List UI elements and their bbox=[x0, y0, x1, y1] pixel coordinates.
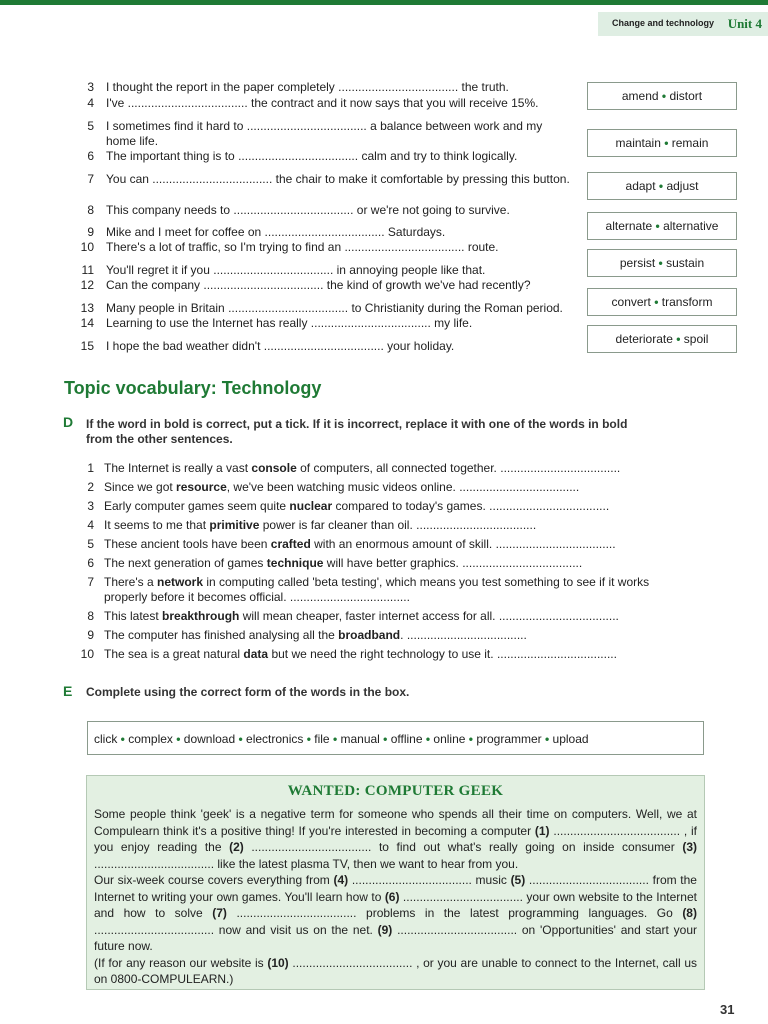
word-option: amend bbox=[621, 89, 659, 103]
sentence-text bbox=[106, 301, 586, 316]
exercise-d-instruction: If the word in bold is correct, put a tick. If it is incorrect, replace it with one of the words in bold from the other sentences. bbox=[86, 417, 628, 446]
sentence-end: the truth. bbox=[458, 80, 509, 94]
word-pair-box bbox=[587, 172, 737, 200]
exercise-e-letter: E bbox=[63, 683, 73, 699]
bold-word: network bbox=[156, 575, 203, 589]
sentence-end: to Christianity during the Roman period. bbox=[348, 301, 563, 315]
item-number: 6 bbox=[87, 149, 94, 163]
bullet-dot: • bbox=[541, 732, 553, 746]
item-number: 9 bbox=[87, 628, 94, 642]
bold-word: broadband bbox=[338, 628, 401, 642]
sentence-text bbox=[106, 80, 586, 95]
sentence-end: in annoying people like that. bbox=[333, 263, 486, 277]
sentence-text bbox=[106, 278, 586, 293]
word-option: spoil bbox=[683, 332, 709, 346]
word-option: remain bbox=[671, 136, 709, 150]
sentence-start: The sea is a great natural bbox=[104, 647, 244, 661]
sentence-text bbox=[104, 480, 684, 495]
box-word: offline bbox=[390, 732, 423, 746]
bold-word: resource bbox=[176, 480, 227, 494]
answer-blank: .................................... bbox=[246, 119, 367, 133]
item-number: 5 bbox=[87, 119, 94, 133]
ad-text: .................................... to find out what's really going on inside consumer bbox=[243, 840, 683, 854]
sentence-start: The next generation of games bbox=[104, 556, 267, 570]
box-word: complex bbox=[128, 732, 173, 746]
bold-word: breakthrough bbox=[162, 609, 240, 623]
answer-blank: .................................... bbox=[310, 316, 431, 330]
item-number: 3 bbox=[87, 80, 94, 94]
sentence-text bbox=[106, 172, 586, 187]
answer-blank: .................................... bbox=[263, 339, 384, 353]
sentence-end: your holiday. bbox=[383, 339, 455, 353]
sentence-text bbox=[104, 537, 684, 552]
item-number: 7 bbox=[87, 575, 94, 589]
answer-blank: .................................... bbox=[213, 263, 334, 277]
bullet-dot: • bbox=[235, 732, 247, 746]
gap-number: (8) bbox=[682, 906, 697, 920]
ad-text: .................................... now and visit us on the net. bbox=[94, 922, 378, 937]
sentence-start: I thought the report in the paper completely bbox=[106, 80, 339, 94]
answer-blank: .................................... bbox=[498, 609, 619, 623]
item-number: 9 bbox=[87, 225, 94, 239]
sentence-end: with an enormous amount of skill. bbox=[310, 537, 493, 551]
bullet-dot: • bbox=[379, 732, 391, 746]
box-word: electronics bbox=[246, 732, 304, 746]
word-option: transform bbox=[661, 295, 713, 309]
item-number: 6 bbox=[87, 556, 94, 570]
bullet-dot: • bbox=[422, 732, 434, 746]
sentence-start: Learning to use the Internet has really bbox=[106, 316, 311, 330]
bold-word: crafted bbox=[270, 537, 311, 551]
bullet-dot: • bbox=[655, 179, 667, 193]
sentence-end: but we need the right technology to use it. bbox=[268, 647, 494, 661]
item-number: 11 bbox=[81, 263, 94, 277]
sentence-end: . bbox=[400, 628, 404, 642]
ad-text: .................................... your own website to the Internet and how to solve bbox=[94, 889, 697, 920]
answer-blank: .................................... bbox=[238, 149, 359, 163]
bullet-dot: • bbox=[117, 732, 129, 746]
sentence-start: These ancient tools have been bbox=[104, 537, 271, 551]
sentence-text bbox=[104, 575, 684, 604]
sentence-start: The computer has finished analysing all the bbox=[104, 628, 339, 642]
answer-blank: .................................... bbox=[289, 589, 410, 604]
bullet-dot: • bbox=[172, 732, 184, 746]
sentence-text bbox=[104, 556, 684, 571]
sentence-start: You can bbox=[106, 172, 153, 186]
wanted-ad-box bbox=[86, 775, 705, 990]
word-pair-box bbox=[587, 325, 737, 353]
word-option: sustain bbox=[666, 256, 705, 270]
bullet-dot: • bbox=[655, 256, 667, 270]
running-header bbox=[598, 12, 768, 36]
answer-blank: .................................... bbox=[416, 518, 537, 532]
header-unit-label: Unit 4 bbox=[727, 16, 762, 31]
bullet-dot: • bbox=[650, 295, 662, 309]
box-word: download bbox=[183, 732, 236, 746]
wanted-title: WANTED: COMPUTER GEEK bbox=[287, 783, 504, 799]
sentence-text bbox=[106, 149, 586, 164]
word-pair-box bbox=[587, 82, 737, 110]
item-number: 13 bbox=[80, 301, 94, 315]
ad-text: .................................... on 'Opportunities' and start your future now. bbox=[94, 922, 697, 953]
wanted-ad-text bbox=[94, 806, 697, 988]
word-option: distort bbox=[669, 89, 703, 103]
bullet-dot: • bbox=[303, 732, 315, 746]
sentence-end: power is far cleaner than oil. bbox=[259, 518, 413, 532]
sentence-end: of computers, all connected together. bbox=[296, 461, 497, 475]
sentence-text bbox=[106, 316, 586, 331]
bold-word: primitive bbox=[209, 518, 260, 532]
item-number: 15 bbox=[80, 339, 94, 353]
item-number: 8 bbox=[87, 609, 94, 623]
bold-word: technique bbox=[266, 556, 324, 570]
sentence-end: the contract and it now says that you will receive 15%. bbox=[247, 96, 539, 110]
sentence-text bbox=[104, 628, 684, 643]
bullet-dot: • bbox=[660, 136, 672, 150]
gap-number: (5) bbox=[510, 873, 526, 887]
ad-text: .................................... music bbox=[348, 873, 511, 887]
answer-blank: .................................... bbox=[338, 80, 459, 94]
sentence-start: Since we got bbox=[104, 480, 177, 494]
word-pair-box bbox=[587, 288, 737, 316]
sentence-start: Many people in Britain bbox=[106, 301, 229, 315]
gap-number: (2) bbox=[229, 840, 244, 854]
answer-blank: .................................... bbox=[228, 301, 349, 315]
item-number: 10 bbox=[80, 240, 94, 254]
ad-text: .................................... like the latest plasma TV, then we want to hear from you. bbox=[94, 856, 519, 871]
sentence-start: It seems to me that bbox=[104, 518, 210, 532]
answer-blank: .................................... bbox=[489, 499, 610, 513]
item-number: 1 bbox=[87, 461, 94, 475]
sentence-start: The important thing is to bbox=[106, 149, 239, 163]
gap-number: (10) bbox=[267, 955, 289, 970]
sentence-text bbox=[104, 518, 684, 533]
sentence-text bbox=[104, 609, 684, 624]
sentence-start: I've bbox=[106, 96, 128, 110]
sentence-end: or we're not going to survive. bbox=[353, 203, 510, 217]
sentence-text bbox=[106, 263, 586, 278]
sentence-text bbox=[106, 225, 586, 240]
answer-blank: .................................... bbox=[406, 628, 527, 642]
box-word: upload bbox=[552, 732, 589, 746]
item-number: 4 bbox=[87, 96, 94, 110]
sentence-start: There's a bbox=[104, 575, 157, 589]
item-number: 7 bbox=[87, 172, 94, 186]
answer-blank: .................................... bbox=[264, 225, 385, 239]
sentence-end: will have better graphics. bbox=[323, 556, 459, 570]
sentence-text bbox=[104, 647, 684, 662]
ad-text: Our six-week course covers everything from bbox=[94, 873, 334, 887]
gap-number: (6) bbox=[384, 889, 400, 904]
gap-number: (7) bbox=[212, 906, 227, 920]
gap-number: (1) bbox=[534, 823, 550, 838]
word-option: alternative bbox=[663, 219, 719, 233]
sentence-end: , we've been watching music videos online. bbox=[226, 480, 456, 494]
sentence-end: Saturdays. bbox=[384, 225, 446, 239]
ad-text: .................................... problems in the latest programming languages. Go bbox=[226, 906, 683, 920]
item-number: 10 bbox=[80, 647, 94, 661]
word-pair-box bbox=[587, 129, 737, 157]
sentence-end: compared to today's games. bbox=[332, 499, 486, 513]
item-number: 8 bbox=[87, 203, 94, 217]
sentence-start: I sometimes find it hard to bbox=[106, 119, 247, 133]
sentence-start: Can the company bbox=[106, 278, 204, 292]
gap-number: (9) bbox=[377, 922, 393, 937]
answer-blank: .................................... bbox=[152, 172, 273, 186]
sentence-text bbox=[106, 203, 586, 218]
sentence-text bbox=[106, 119, 566, 148]
answer-blank: .................................... bbox=[203, 278, 324, 292]
bullet-dot: • bbox=[652, 219, 664, 233]
item-number: 3 bbox=[87, 499, 94, 513]
word-pair-box bbox=[587, 249, 737, 277]
ad-text: .................................... , or you are unable to connect to the Internet, call us on 0800-COMPULEARN.) bbox=[94, 955, 697, 986]
bold-word: nuclear bbox=[289, 499, 333, 513]
topic-title: Topic vocabulary: Technology bbox=[64, 378, 322, 398]
sentence-start: The Internet is really a vast bbox=[104, 461, 252, 475]
bullet-dot: • bbox=[329, 732, 341, 746]
ad-text: .................................... from the Internet to writing your own games. You'll learn how to bbox=[94, 873, 697, 904]
sentence-start: This latest bbox=[104, 609, 163, 623]
answer-blank: .................................... bbox=[462, 556, 583, 570]
answer-blank: .................................... bbox=[233, 203, 354, 217]
word-option: alternate bbox=[605, 219, 653, 233]
word-option: maintain bbox=[615, 136, 661, 150]
sentence-text bbox=[106, 240, 586, 255]
word-option: adapt bbox=[625, 179, 656, 193]
sentence-text bbox=[106, 339, 586, 354]
sentence-start: You'll regret it if you bbox=[106, 263, 214, 277]
ad-text: Some people think 'geek' is a negative term for someone who spends all their time on computers. Well, we at Compulearn think it's a positive thing! If you're interested in becoming a computer bbox=[94, 807, 697, 838]
bold-word: console bbox=[251, 461, 297, 475]
sentence-end: the chair to make it comfortable by pressing this button. bbox=[272, 172, 570, 186]
exercise-d-letter: D bbox=[63, 414, 74, 430]
sentence-end: my life. bbox=[430, 316, 473, 330]
answer-blank: .................................... bbox=[496, 647, 617, 661]
box-word: manual bbox=[340, 732, 380, 746]
answer-blank: .................................... bbox=[344, 240, 465, 254]
answer-blank: .................................... bbox=[459, 480, 580, 494]
sentence-end: in computing called 'beta testing', which means you test something to see if it works properly before it becomes official. bbox=[104, 575, 650, 604]
box-word: file bbox=[314, 732, 330, 746]
answer-blank: .................................... bbox=[495, 537, 616, 551]
item-number: 2 bbox=[87, 480, 94, 494]
sentence-end: calm and try to think logically. bbox=[358, 149, 518, 163]
box-word: click bbox=[94, 732, 118, 746]
sentence-text bbox=[106, 96, 586, 111]
answer-blank: .................................... bbox=[500, 461, 621, 475]
bullet-dot: • bbox=[658, 89, 670, 103]
item-number: 14 bbox=[80, 316, 94, 330]
item-number: 12 bbox=[80, 278, 94, 292]
sentence-start: Early computer games seem quite bbox=[104, 499, 290, 513]
box-word: programmer bbox=[476, 732, 542, 746]
ad-text: (If for any reason our website is bbox=[94, 955, 268, 970]
answer-blank: .................................... bbox=[127, 96, 248, 110]
word-option: adjust bbox=[666, 179, 699, 193]
sentence-start: There's a lot of traffic, so I'm trying to find an bbox=[106, 240, 345, 254]
gap-number: (4) bbox=[333, 873, 349, 887]
sentence-text bbox=[104, 499, 684, 514]
ad-text: ...................................... , if you enjoy reading the bbox=[94, 823, 697, 854]
sentence-start: This company needs to bbox=[106, 203, 234, 217]
word-pair-box bbox=[587, 212, 737, 240]
box-word: online bbox=[433, 732, 466, 746]
gap-number: (3) bbox=[682, 840, 697, 854]
bold-word: data bbox=[243, 647, 269, 661]
word-option: convert bbox=[611, 295, 651, 309]
sentence-text bbox=[104, 461, 684, 476]
item-number: 4 bbox=[87, 518, 94, 532]
sentence-end: will mean cheaper, faster internet access for all. bbox=[239, 609, 496, 623]
sentence-start: I hope the bad weather didn't bbox=[106, 339, 264, 353]
bullet-dot: • bbox=[465, 732, 477, 746]
bullet-dot: • bbox=[672, 332, 684, 346]
sentence-end: route. bbox=[464, 240, 499, 254]
sentence-end: the kind of growth we've had recently? bbox=[323, 278, 531, 292]
sentence-end: a balance between work and my home life. bbox=[106, 119, 543, 148]
word-option: deteriorate bbox=[615, 332, 673, 346]
item-number: 5 bbox=[87, 537, 94, 551]
header-section-title: Change and technology bbox=[612, 18, 715, 28]
exercise-e-instruction: Complete using the correct form of the words in the box. bbox=[86, 685, 410, 699]
top-color-bar bbox=[0, 0, 768, 5]
sentence-start: Mike and I meet for coffee on bbox=[106, 225, 265, 239]
page-number: 31 bbox=[720, 1002, 735, 1017]
word-box bbox=[87, 721, 704, 755]
word-option: persist bbox=[619, 256, 656, 270]
